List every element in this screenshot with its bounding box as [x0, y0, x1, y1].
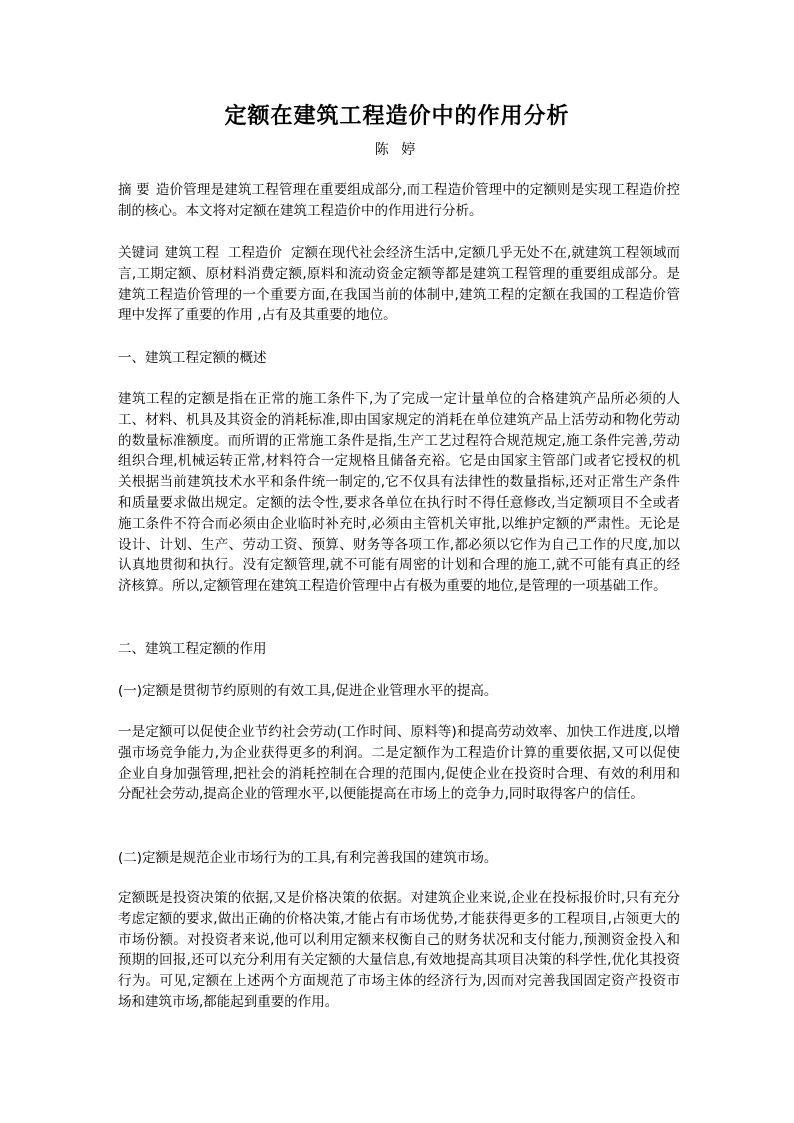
subsection-2-heading: (二)定额是规范企业市场行为的工具,有利完善我国的建筑市场。 [118, 850, 498, 866]
keywords-label: 关键词 [118, 245, 159, 261]
subsection-1-paragraph: 一是定额可以促使企业节约社会劳动(工作时间、原料等)和提高劳动效率、加快工作进度,以增强市场竞争能力,为企业获得更多的利润。二是定额作为工程造价计算的重要依据,又可以促使企业自身加强管理,把社会的消耗控制在合理的范围内,促使企业在投资时合理、有效的利用和分配社会劳动,提高企业的管理水平,以便能提高在市场上的竞争力,同时取得客户的信任。 [118, 724, 680, 803]
keywords-paragraph [118, 243, 680, 326]
abstract-paragraph [118, 180, 680, 222]
section-1-paragraph: 建筑工程的定额是指在正常的施工条件下,为了完成一定计量单位的合格建筑产品所必须的人工、材料、机具及其资金的消耗标准,即由国家规定的消耗在单位建筑产品上活劳动和物化劳动的数量标准额度。而所谓的正常施工条件是指,生产工艺过程符合规范规定,施工条件完善,劳动组织合理,机械运转正常,材料符合一定规格且储备充裕。它是由国家主管部门或者它授权的机关根据当前建筑技术水平和条件统一制定的,它不仅具有法律性的数量指标,还对正常生产条件和质量要求做出规定。定额的法令性,要求各单位在执行时不得任意修改,当定额项目不全或者施工条件不符合而必须由企业临时补充时,必须由主管机关审批,以维护定额的严肃性。无论是设计、计划、生产、劳动工资、预算、财务等各项工作,都必须以它作为自己工作的尺度,加以认真地贯彻和执行。没有定额管理,就不可能有周密的计划和合理的施工,就不可能有真正的经济核算。所以,定额管理在建筑工程造价管理中占有极为重要的地位,是管理的一项基础工作。 [118, 391, 680, 595]
subsection-1-heading: (一)定额是贯彻节约原则的有效工具,促进企业管理水平的提高。 [118, 683, 498, 699]
section-1-heading: 一、建筑工程定额的概述 [118, 350, 267, 366]
abstract-label: 摘 要 [118, 182, 150, 198]
abstract-text: 造价管理是建筑工程管理在重要组成部分,而工程造价管理中的定额则是实现工程造价控制的核心。本文将对定额在建筑工程造价中的作用进行分析。 [118, 182, 680, 219]
subsection-2-paragraph: 定额既是投资决策的依据,又是价格决策的依据。对建筑企业来说,企业在投标报价时,只有充分考虑定额的要求,做出正确的价格决策,才能占有市场优势,才能获得更多的工程项目,占领更大的市场份额。对投资者来说,他可以利用定额来权衡自己的财务状况和支付能力,预测资金投入和预期的回报,还可以充分利用有关定额的大量信息,有效地提高其项目决策的科学性,优化其投资行为。可见,定额在上述两个方面规范了市场主体的经济行为,因而对完善我国固定资产投资市场和建筑市场,都能起到重要的作用。 [118, 890, 680, 1010]
section-2-heading: 二、建筑工程定额的作用 [118, 641, 267, 657]
document-title: 定额在建筑工程造价中的作用分析 [224, 103, 570, 129]
document-author: 陈 婷 [374, 142, 420, 158]
keywords-text: 建筑工程 工程造价 定额在现代社会经济生活中,定额几乎无处不在,就建筑工程领域而言,工期定额、原材料消费定额,原料和流动资金定额等都是建筑工程管理的重要组成部分。是建筑工程造价管理的一个重要方面,在我国当前的体制中,建筑工程的定额在我国的工程造价管理中发挥了重要的作用 ,占有及其重要的地位。 [118, 245, 681, 324]
